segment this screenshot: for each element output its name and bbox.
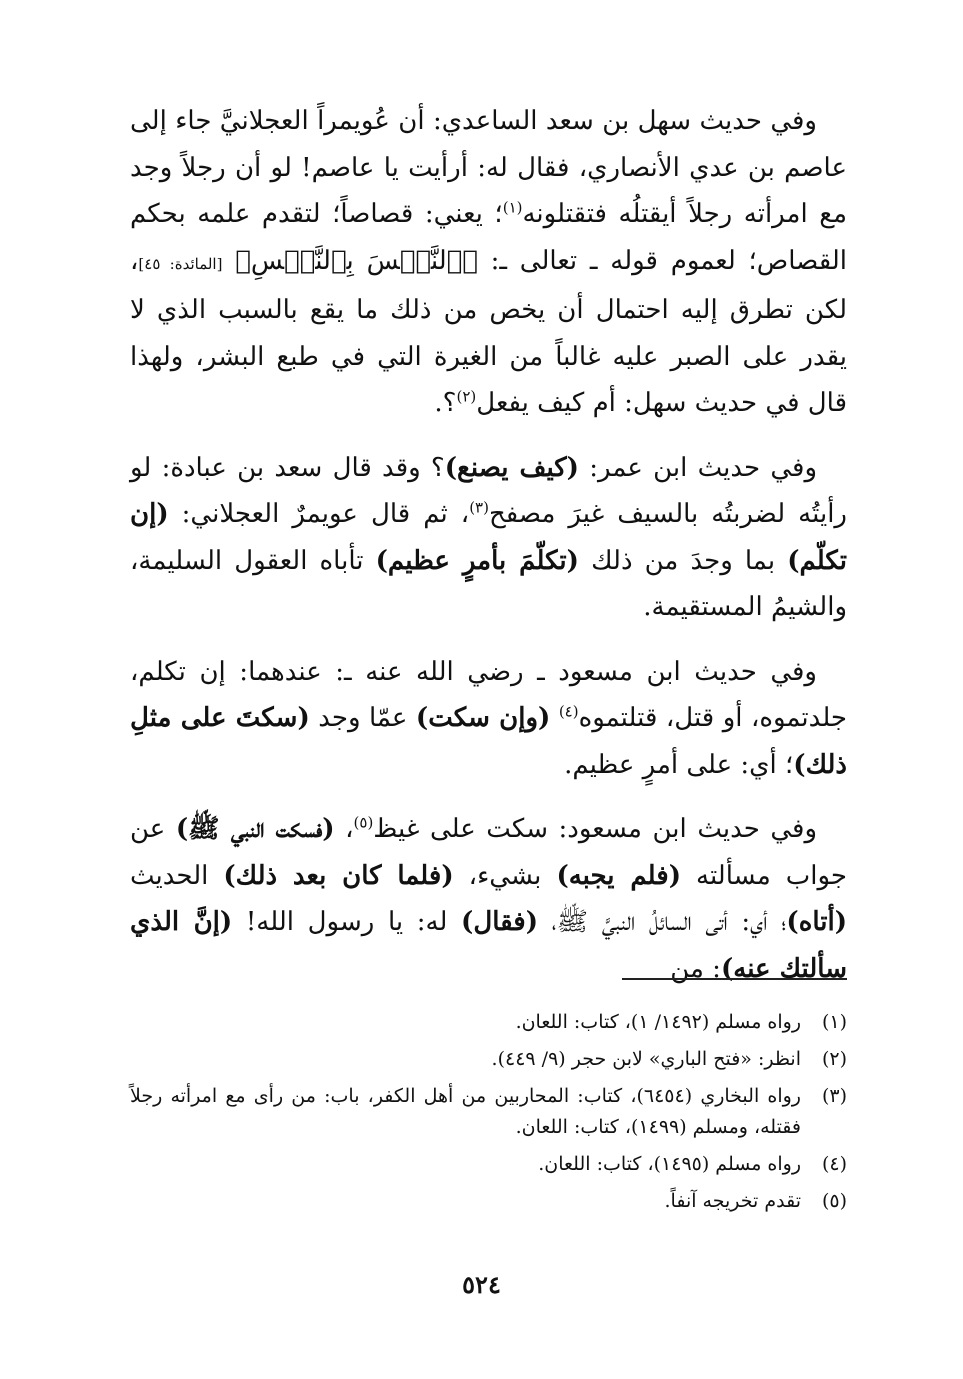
footnote-ref: (٤) [558,702,579,721]
hadith-quote: (تكلّمَ بأمرٍ عظيم) [375,545,579,576]
paragraph-text: ، لكن تطرق إليه احتمال أن يخص من ذلك ما يقع بالسبب الذي لا يقدر على الصبر عليه غالباً من الغيرة التي في طبع البشر، ولهذا قال في حديث سهل: أم كيف يفعل [130,245,847,418]
footnote-text: رواه مسلم (١٤٩٢/ ١)، كتاب: اللعان. [515,1011,801,1033]
paragraph-sahl-hadith [130,98,847,427]
footnote-ref: (٥) [353,813,374,832]
paragraph-text: وفي حديث سهل بن سعد الساعدي: أن عُويمراً العجلانيَّ جاء إلى عاصم بن عدي الأنصاري، فقال له: أرأيت يا عاصم! لو أن رجلاً وجد مع امرأته رجلاً أيقتلُه فتقتلونه [130,106,847,229]
paragraph-text [550,703,558,733]
page-body [130,98,847,1010]
footnote-separator [622,978,847,980]
paragraph-text: ؛ يعني: قصاصاً؛ لتقدم علمه بحكم القصاص؛ لعموم قوله ـ تعالى ـ: ﴿ٱلنَّفۡسَ بِٱلنَّفۡسِ﴾ [130,199,848,276]
hadith-quote: (وإن سكت) [415,703,551,733]
hadith-quote: (إن تكلّم) [130,499,847,576]
footnote-1 [130,1007,847,1038]
footnote-3 [130,1081,847,1143]
paragraph-text: له: يا رسول الله! [232,907,462,937]
footnote-4 [130,1149,847,1180]
paragraph-ibn-umar-hadith [130,445,847,631]
paragraph-text: ؛ أي: على أمرٍ عظيم. [564,749,794,780]
footnote-2 [130,1044,847,1075]
paragraph-text: : من [670,953,721,984]
hadith-quote: (كيف يصنع) [444,452,579,483]
paragraph-text: ؟ وقد قال سعد بن عبادة: لو رأيتُه لضربتُه بالسيف غيرَ مصفح [130,452,847,529]
hadith-quote: (إنَّ الذي سألتك عنه) [130,907,847,984]
footnote-text: انظر: «فتح الباري» لابن حجر (٩/ ٤٤٩). [491,1048,801,1070]
footnote-5 [130,1186,847,1217]
paragraph-text: عن جواب مسألته [130,814,848,891]
footnote-number: (١) [821,1011,847,1033]
footnote-ref: (٣) [469,498,489,517]
paragraph-text: بشيء، [453,860,557,891]
footnotes-section [130,1007,847,1223]
hadith-quote: (فلما كان بعد ذلك) [223,860,454,891]
footnote-number: (٢) [821,1048,847,1070]
page-number: ٥٢٤ [462,1270,501,1299]
paragraph-text: الحديث [130,860,224,891]
paragraph-text: ؟. [434,388,457,418]
paragraph-text: تأباه العقول السليمة، والشيمُ المستقيمة. [130,545,847,622]
paragraph-text: ؛ أي: أتى السائلُ النبيَّ ﷺ، [538,907,787,937]
quran-reference: [المائدة: ٤٥] [138,254,223,273]
hadith-quote: (أتاه) [786,907,847,937]
footnote-text: رواه البخاري (٦٤٥٤)، كتاب: المحاربين من أهل الكفر، باب: من رأى مع امرأته رجلاً فقتله، ومسلم (١٤٩٩)، كتاب: اللعان. [130,1085,801,1138]
footnote-number: (٤) [821,1153,847,1175]
hadith-quote: (فسكت النبي ﷺ) [175,814,335,844]
paragraph-text: عمّا وجد [309,703,416,733]
footnote-text: رواه مسلم (١٤٩٥)، كتاب: اللعان. [538,1153,801,1175]
footnote-number: (٥) [821,1190,847,1212]
paragraph-ibn-masud-hadith [130,649,847,789]
footnote-ref: (٢) [456,387,477,406]
paragraph-text: وفي حديث ابن مسعود: سكت على غيظ [373,814,818,844]
paragraph-text: وفي حديث ابن مسعود ـ رضي الله عنه ـ: عندهما: إن تكلم، جلدتموه، أو قتل، قتلتموه [130,656,847,733]
hadith-quote: (فلم يجبه) [556,860,681,891]
paragraph-text: وفي حديث ابن عمر: [578,452,818,483]
footnote-ref: (١) [502,198,523,217]
hadith-quote: (فقال) [461,907,539,937]
paragraph-text: ، [334,814,354,844]
paragraph-text: ، ثم قال عويمرٌ العجلاني: [168,499,470,529]
paragraph-text: بما وجدَ من ذلك [578,545,788,576]
paragraph-ibn-masud-silence [130,806,847,992]
footnote-number: (٣) [821,1085,847,1107]
footnote-text: تقدم تخريجه آنفاً. [664,1190,801,1212]
hadith-quote: (سكتَ على مثلِ ذلك) [130,703,847,780]
